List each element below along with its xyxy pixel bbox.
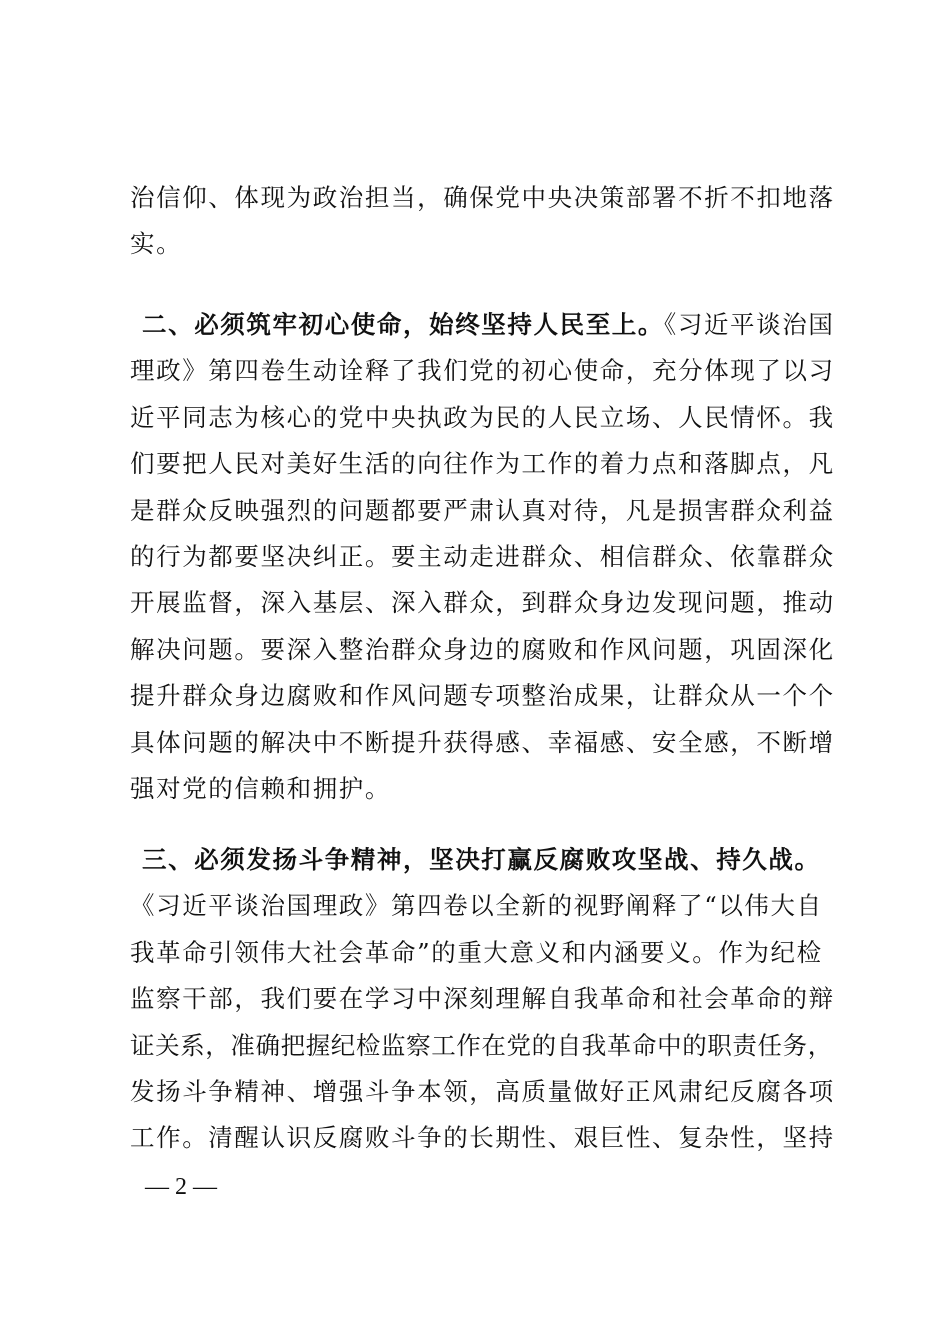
text-line: 实。	[130, 229, 183, 259]
text-line: 《习近平谈治国理政》第四卷以全新的视野阐释了“以伟大自	[130, 891, 823, 921]
text-line: 发扬斗争精神、增强斗争本领，高质量做好正风肃纪反腐各项	[130, 1076, 835, 1106]
text-line: 我革命引领伟大社会革命”的重大意义和内涵要义。作为纪检	[130, 937, 823, 967]
text-line: 近平同志为核心的党中央执政为民的人民立场、人民情怀。我	[130, 402, 835, 432]
section-2-heading: 二、必须筑牢初心使命，始终坚持人民至上。	[142, 310, 664, 339]
continuation-paragraph	[130, 175, 835, 268]
page-number: — 2 —	[145, 1174, 217, 1200]
text-line: 开展监督，深入基层、深入群众，到群众身边发现问题，推动	[130, 588, 835, 618]
text-line: 提升群众身边腐败和作风问题专项整治成果，让群众从一个个	[130, 681, 835, 711]
section-2-first-line	[130, 302, 835, 348]
text-line: 证关系，准确把握纪检监察工作在党的自我革命中的职责任务，	[130, 1030, 833, 1060]
text-line: 监察干部，我们要在学习中深刻理解自我革命和社会革命的辩	[130, 984, 835, 1014]
section-3-heading: 三、必须发扬斗争精神，坚决打赢反腐败攻坚战、持久战。	[142, 845, 821, 874]
text-line: 解决问题。要深入整治群众身边的腐败和作风问题，巩固深化	[130, 634, 835, 664]
text-line: 治信仰、体现为政治担当，确保党中央决策部署不折不扣地落	[130, 183, 835, 212]
text-line: 的行为都要坚决纠正。要主动走进群众、相信群众、依靠群众	[130, 541, 835, 571]
section-2-paragraph	[130, 302, 835, 812]
section-3-paragraph	[130, 837, 835, 1162]
text-line: 理政》第四卷生动诠释了我们党的初心使命，充分体现了以习	[130, 356, 835, 386]
text-line: 是群众反映强烈的问题都要严肃认真对待，凡是损害群众利益	[130, 495, 835, 525]
section-2-first-line-rest: 《习近平谈治国	[664, 310, 835, 339]
text-line: 强对党的信赖和拥护。	[130, 773, 391, 803]
text-line: 具体问题的解决中不断提升获得感、幸福感、安全感，不断增	[130, 727, 835, 757]
text-line: 们要把人民对美好生活的向往作为工作的着力点和落脚点，凡	[130, 449, 835, 479]
text-line: 工作。清醒认识反腐败斗争的长期性、艰巨性、复杂性，坚持	[130, 1123, 835, 1153]
